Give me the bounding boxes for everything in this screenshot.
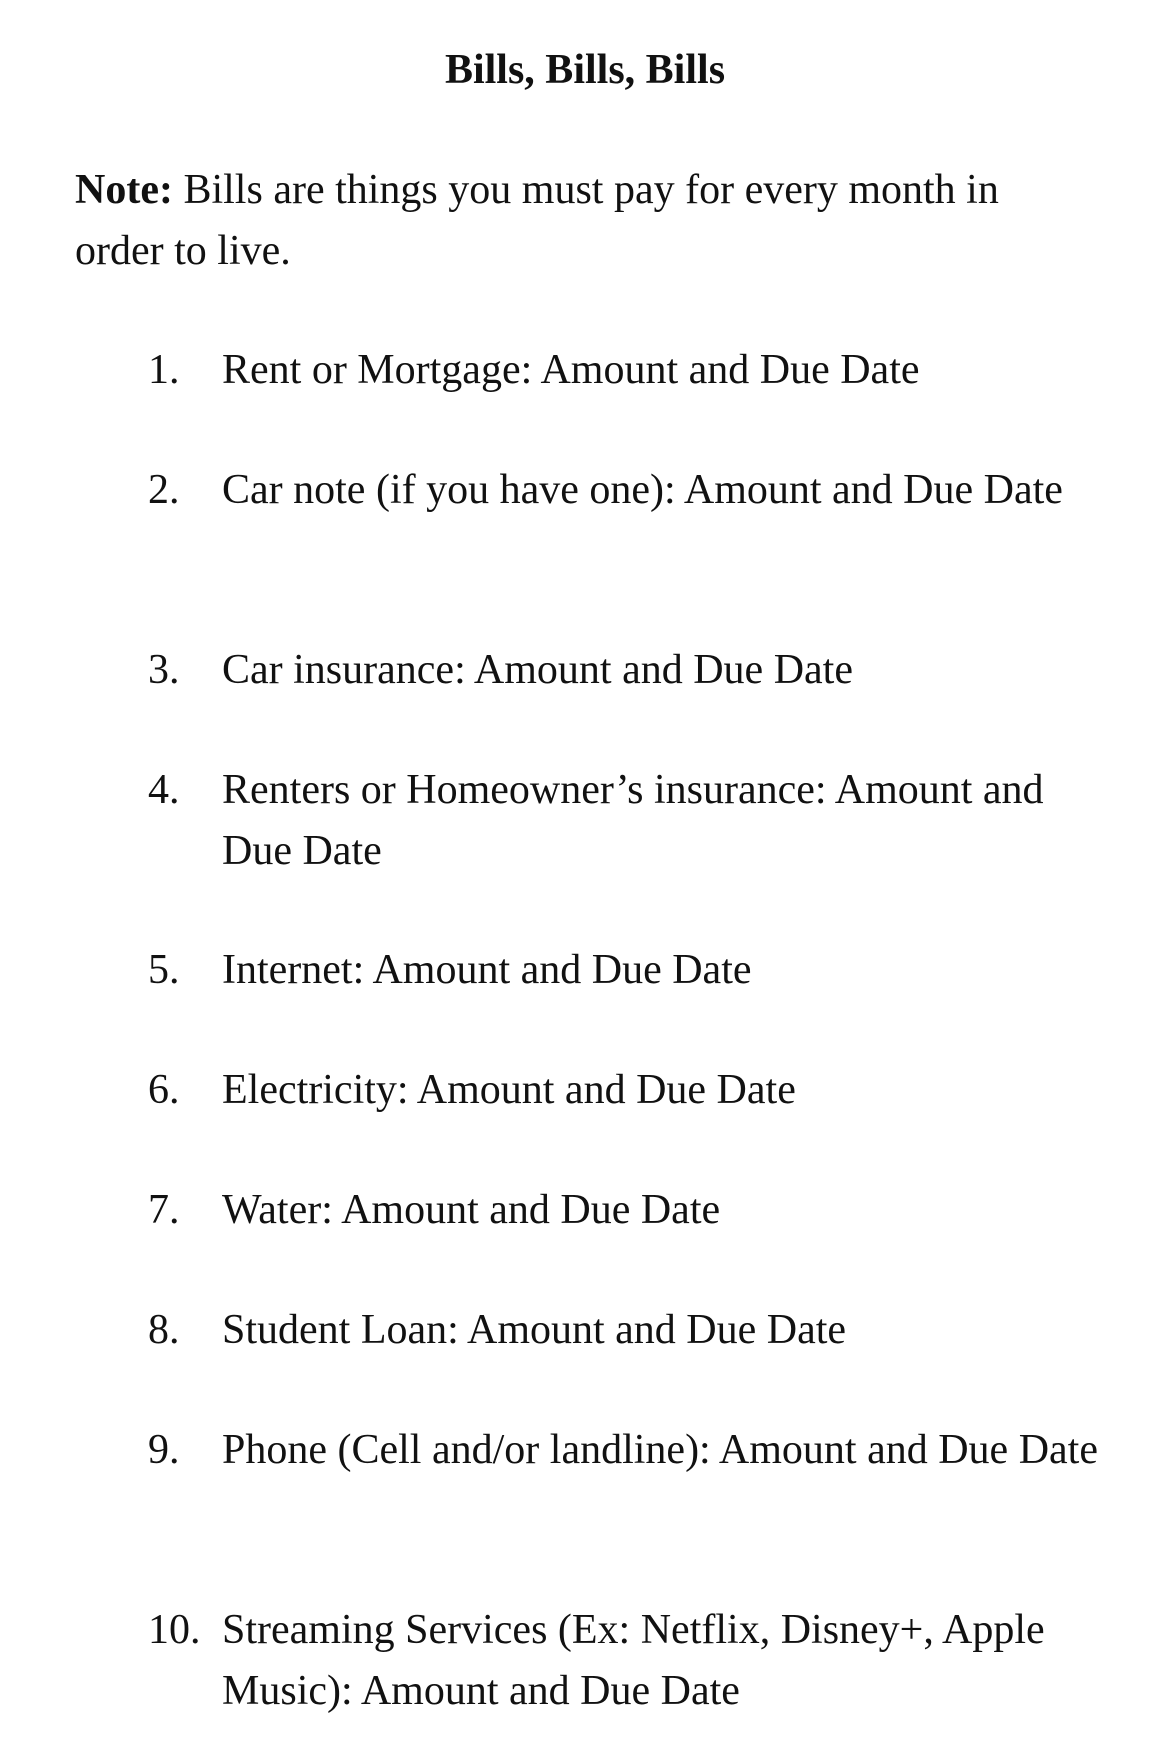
- list-item-number: 8.: [148, 1307, 180, 1353]
- list-item-text: Car note (if you have one): Amount and Due Date: [222, 467, 1063, 513]
- list-item-number: 9.: [148, 1427, 180, 1473]
- note-text: Bills are things you must pay for every month in order to live.: [75, 167, 999, 274]
- list-item-number: 4.: [148, 767, 180, 813]
- list-item-text: Student Loan: Amount and Due Date: [222, 1307, 847, 1353]
- list-item-number: 7.: [148, 1187, 180, 1233]
- list-item-text: Phone (Cell and/or landline): Amount and Due Date: [222, 1427, 1098, 1473]
- note-label: Note:: [75, 167, 173, 213]
- list-item-text: Internet: Amount and Due Date: [222, 947, 752, 993]
- list-item-text: Car insurance: Amount and Due Date: [222, 647, 853, 693]
- list-item-number: 5.: [148, 947, 180, 993]
- list-item-text: Renters or Homeowner’s insurance: Amount and Due Date: [222, 767, 1044, 874]
- note-paragraph: [75, 160, 1075, 282]
- list-item-number: 3.: [148, 647, 180, 693]
- list-item-number: 1.: [148, 347, 180, 393]
- list-item-number: 10.: [148, 1607, 201, 1653]
- list-item-text: Water: Amount and Due Date: [222, 1187, 721, 1233]
- list-item-text: Rent or Mortgage: Amount and Due Date: [222, 347, 920, 393]
- list-item-text: Electricity: Amount and Due Date: [222, 1067, 796, 1113]
- list-item-number: 6.: [148, 1067, 180, 1113]
- list-item-number: 2.: [148, 467, 180, 513]
- list-item-text: Streaming Services (Ex: Netflix, Disney+, Apple Music): Amount and Due Date: [222, 1607, 1045, 1714]
- document-title: Bills, Bills, Bills: [444, 47, 726, 93]
